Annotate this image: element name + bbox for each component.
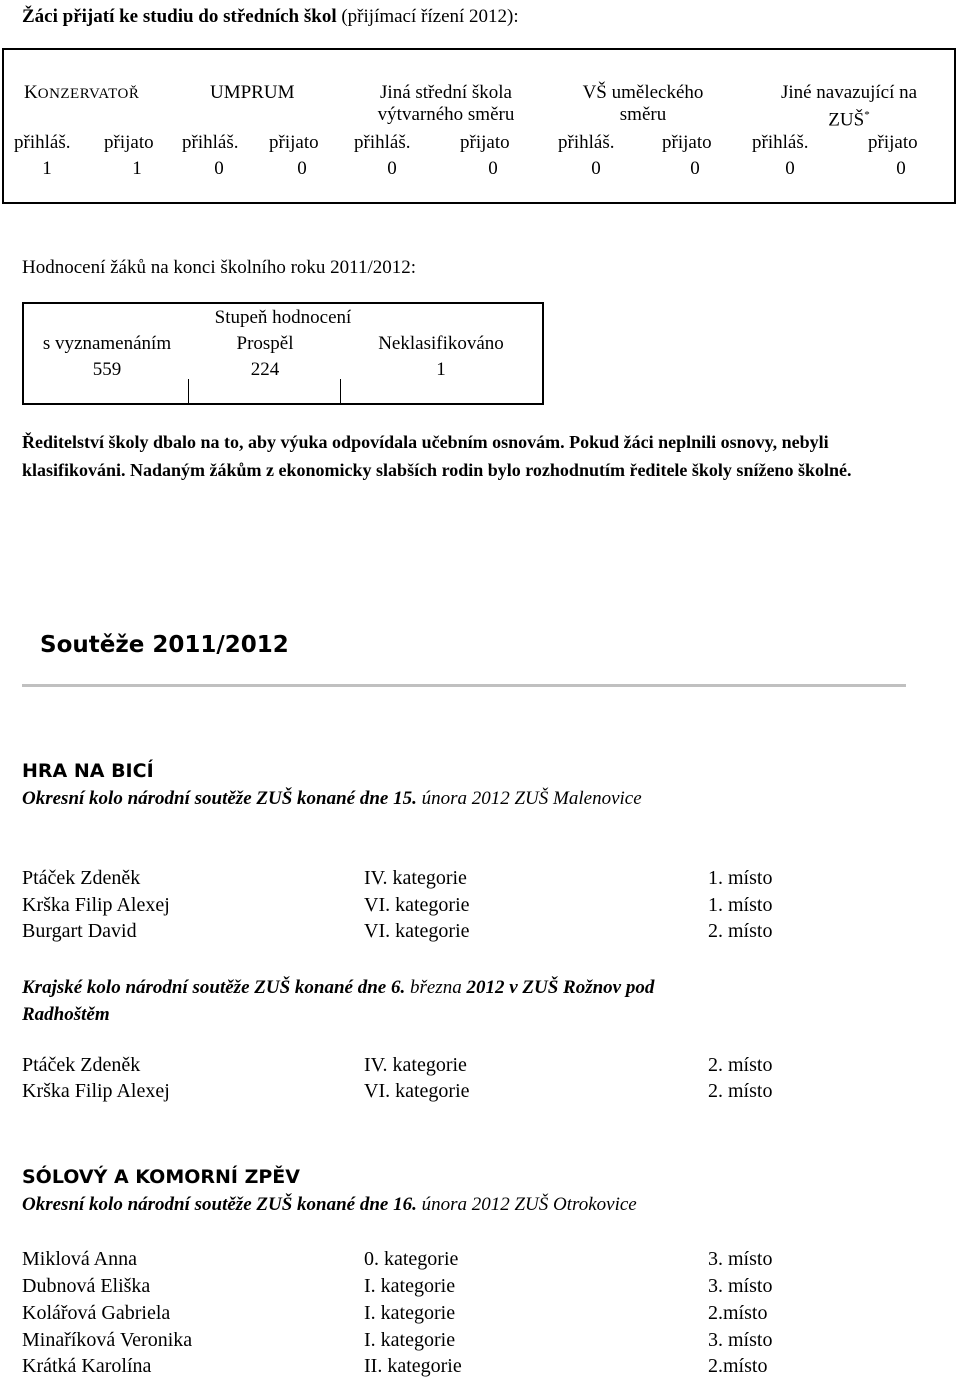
- result-name: Ptáček Zdeněk: [22, 1054, 141, 1076]
- header-conservatory: KONZERVATOŘ: [24, 82, 140, 103]
- result-place: 3. místo: [708, 1275, 773, 1297]
- result-name: Krška Filip Alexej: [22, 894, 170, 916]
- header-other-zus: Jiné navazující na ZUŠ*: [780, 82, 918, 131]
- section-title-drums: HRA NA BICÍ: [22, 760, 154, 782]
- subheader-applied: přihláš.: [182, 132, 239, 153]
- result-place: 2.místo: [708, 1302, 768, 1324]
- header-other-art-school: Jiná střední škola výtvarného směru: [377, 82, 515, 125]
- drums-district-round: Okresní kolo národní soutěže ZUŠ konané dne 15. února 2012 ZUŠ Malenovice: [22, 788, 642, 809]
- eval-value-passed: 224: [250, 359, 280, 380]
- result-category: 0. kategorie: [364, 1248, 459, 1270]
- result-category: I. kategorie: [364, 1302, 456, 1324]
- result-place: 2. místo: [708, 1054, 773, 1076]
- result-name: Minaříková Veronika: [22, 1329, 193, 1351]
- table-divider: [340, 379, 341, 403]
- result-category: II. kategorie: [364, 1355, 462, 1377]
- result-category: I. kategorie: [364, 1275, 456, 1297]
- result-row: [22, 1302, 922, 1328]
- result-row: [22, 894, 922, 920]
- value-cell: 0: [591, 158, 601, 179]
- subheader-applied: přihláš.: [558, 132, 615, 153]
- result-place: 1. místo: [708, 894, 773, 916]
- result-name: Dubnová Eliška: [22, 1275, 151, 1297]
- result-category: VI. kategorie: [364, 894, 470, 916]
- eval-table-title: Stupeň hodnocení: [214, 307, 352, 328]
- competitions-title: Soutěže 2011/2012: [40, 632, 289, 658]
- value-cell: 0: [690, 158, 700, 179]
- subheader-applied: přihláš.: [354, 132, 411, 153]
- result-row: [22, 1355, 922, 1381]
- result-place: 3. místo: [708, 1329, 773, 1351]
- header-art-university: VŠ uměleckého směru: [582, 82, 704, 125]
- header-umprum: UMPRUM: [210, 82, 295, 103]
- subheader-admitted: přijato: [104, 132, 154, 153]
- result-place: 2.místo: [708, 1355, 768, 1377]
- result-name: Krška Filip Alexej: [22, 1080, 170, 1102]
- eval-heading: Hodnocení žáků na konci školního roku 2011/2012:: [22, 257, 417, 278]
- value-cell: 0: [488, 158, 498, 179]
- admissions-table: [2, 48, 956, 204]
- drums-regional-round: Krajské kolo národní soutěže ZUŠ konané dne 6. března 2012 v ZUŠ Rožnov pod Radhoštěm: [22, 977, 655, 1025]
- school-policy-paragraph: Ředitelství školy dbalo na to, aby výuka odpovídala učebním osnovám. Pokud žáci neplnili osnovy, nebyli klasifikováni. Nadaným žákům z ekonomicky slabších rodin bylo rozhodnutím ředitele školy sníženo školné.: [22, 432, 852, 480]
- result-name: Burgart David: [22, 920, 137, 942]
- result-name: Ptáček Zdeněk: [22, 867, 141, 889]
- eval-table: [22, 302, 544, 405]
- result-name: Krátká Karolína: [22, 1355, 152, 1377]
- result-row: [22, 920, 922, 946]
- value-cell: 0: [214, 158, 224, 179]
- result-name: Kolářová Gabriela: [22, 1302, 171, 1324]
- result-row: [22, 1248, 922, 1274]
- result-category: IV. kategorie: [364, 1054, 467, 1076]
- result-row: [22, 867, 922, 893]
- subheader-admitted: přijato: [868, 132, 918, 153]
- result-category: VI. kategorie: [364, 920, 470, 942]
- eval-value-unclassified: 1: [436, 359, 446, 380]
- result-row: [22, 1275, 922, 1301]
- subheader-admitted: přijato: [662, 132, 712, 153]
- result-row: [22, 1054, 922, 1080]
- table-divider: [188, 379, 189, 403]
- page-heading: [22, 6, 519, 28]
- result-name: Miklová Anna: [22, 1248, 137, 1270]
- subheader-applied: přihláš.: [752, 132, 809, 153]
- subheader-admitted: přijato: [460, 132, 510, 153]
- value-cell: 0: [896, 158, 906, 179]
- result-category: I. kategorie: [364, 1329, 456, 1351]
- eval-value-distinction: 559: [92, 359, 122, 380]
- singing-district-round: Okresní kolo národní soutěže ZUŠ konané dne 16. února 2012 ZUŠ Otrokovice: [22, 1194, 637, 1215]
- result-category: VI. kategorie: [364, 1080, 470, 1102]
- eval-header-passed: Prospěl: [236, 333, 294, 354]
- title-underline: [22, 684, 906, 687]
- heading-normal: (přijímací řízení 2012):: [336, 6, 519, 27]
- value-cell: 0: [785, 158, 795, 179]
- section-title-singing: SÓLOVÝ A KOMORNÍ ZPĚV: [22, 1166, 300, 1188]
- result-place: 2. místo: [708, 920, 773, 942]
- heading-bold: Žáci přijatí ke studiu do středních škol: [22, 6, 337, 27]
- eval-header-unclassified: Neklasifikováno: [378, 333, 504, 354]
- result-place: 1. místo: [708, 867, 773, 889]
- result-category: IV. kategorie: [364, 867, 467, 889]
- result-row: [22, 1080, 922, 1106]
- result-place: 2. místo: [708, 1080, 773, 1102]
- subheader-admitted: přijato: [269, 132, 319, 153]
- subheader-applied: přihláš.: [14, 132, 71, 153]
- value-cell: 1: [42, 158, 52, 179]
- result-row: [22, 1329, 922, 1355]
- value-cell: 0: [387, 158, 397, 179]
- result-place: 3. místo: [708, 1248, 773, 1270]
- value-cell: 1: [132, 158, 142, 179]
- value-cell: 0: [297, 158, 307, 179]
- eval-header-distinction: s vyznamenáním: [42, 333, 172, 354]
